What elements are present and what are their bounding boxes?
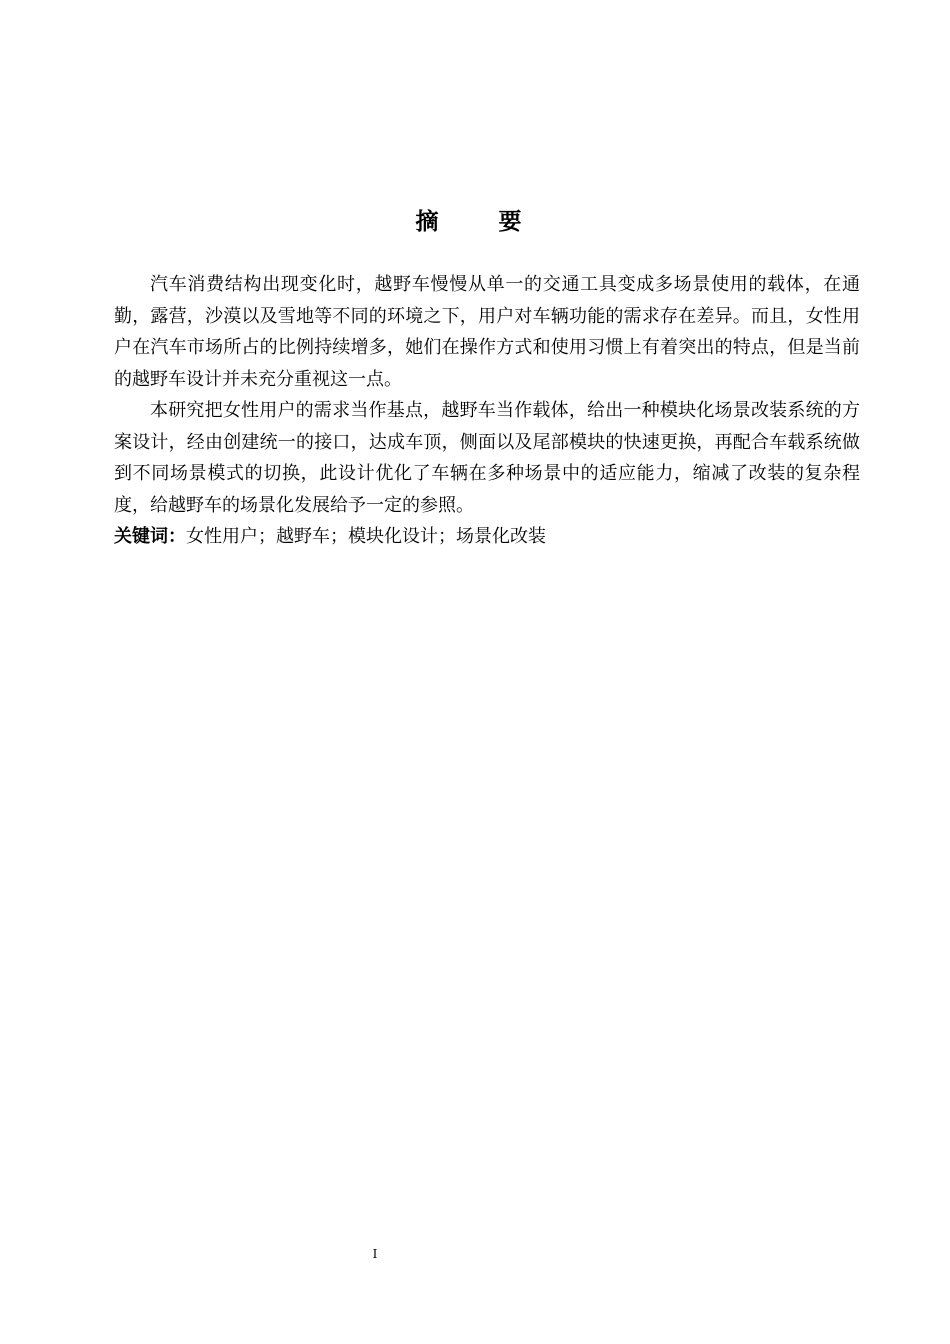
abstract-body	[114, 269, 860, 553]
abstract-paragraph-2: 本研究把女性用户的需求当作基点，越野车当作载体，给出一种模块化场景改装系统的方案设计，经由创建统一的接口，达成车顶，侧面以及尾部模块的快速更换，再配合车载系统做到不同场景模式的切换，此设计优化了车辆在多种场景中的适应能力，缩减了改装的复杂程度，给越野车的场景化发展给予一定的参照。	[114, 400, 860, 516]
abstract-title: 摘 要	[415, 209, 548, 235]
page-number: I	[372, 1247, 378, 1261]
keywords-line	[114, 521, 860, 553]
abstract-paragraph-1: 汽车消费结构出现变化时，越野车慢慢从单一的交通工具变成多场景使用的载体，在通勤，露营，沙漠以及雪地等不同的环境之下，用户对车辆功能的需求存在差异。而且，女性用户在汽车市场所占的比例持续增多，她们在操作方式和使用习惯上有着突出的特点，但是当前的越野车设计并未充分重视这一点。	[114, 274, 860, 390]
keywords-label: 关键词：	[114, 526, 186, 547]
keywords-list: 女性用户；越野车；模块化设计；场景化改装	[186, 526, 546, 547]
